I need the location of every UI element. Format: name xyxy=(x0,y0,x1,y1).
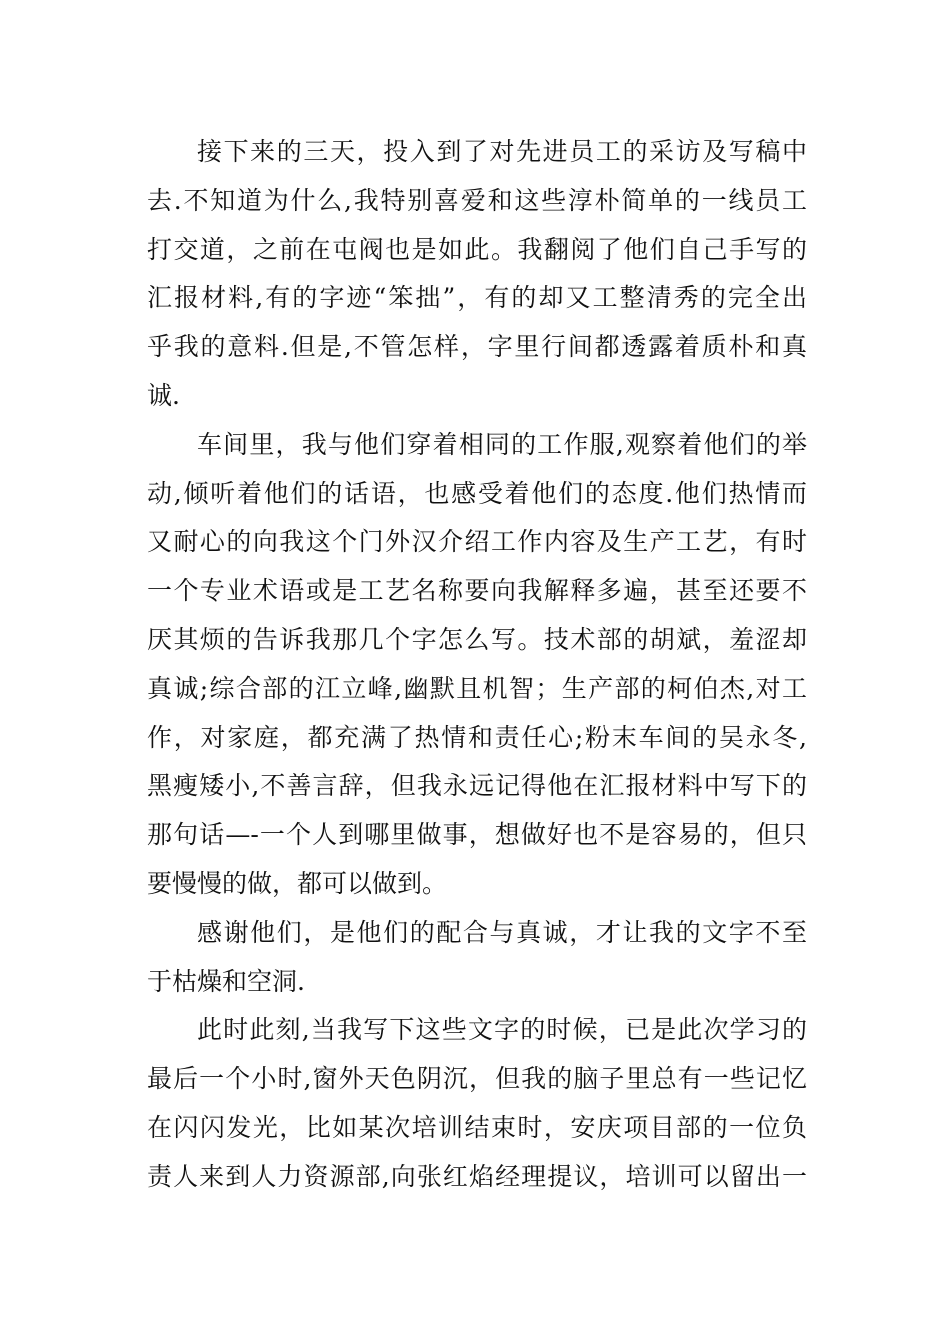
paragraph-2 xyxy=(147,421,807,909)
text-line: 此时此刻,当我写下这些文字的时候，已是此次学习的 xyxy=(197,1015,807,1045)
text-line: 动,倾听着他们的话语，也感受着他们的态度.他们热情而 xyxy=(147,478,807,508)
text-line: 感谢他们，是他们的配合与真诚，才让我的文字不至 xyxy=(197,917,807,947)
text-line: 黑瘦矮小,不善言辞，但我永远记得他在汇报材料中写下的 xyxy=(147,771,807,801)
text-line: 一个专业术语或是工艺名称要向我解释多遍，甚至还要不 xyxy=(147,576,807,606)
text-line: 要慢慢的做，都可以做到。 xyxy=(147,868,448,898)
text-line: 在闪闪发光，比如某次培训结束时，安庆项目部的一位负 xyxy=(147,1112,807,1142)
article-body xyxy=(147,128,807,1202)
text-line: 作，对家庭，都充满了热情和责任心;粉末车间的吴永冬, xyxy=(147,722,807,752)
paragraph-3 xyxy=(147,909,807,1007)
text-line: 厌其烦的告诉我那几个字怎么写。技术部的胡斌，羞涩却 xyxy=(147,624,807,654)
text-line: 车间里，我与他们穿着相同的工作服,观察着他们的举 xyxy=(197,429,807,459)
text-line: 于枯燥和空洞. xyxy=(147,966,305,996)
text-line: 去.不知道为什么,我特别喜爱和这些淳朴简单的一线员工 xyxy=(147,185,807,215)
text-line: 那句话—-一个人到哪里做事，想做好也不是容易的，但只 xyxy=(147,820,807,850)
text-line: 真诚;综合部的江立峰,幽默且机智；生产部的柯伯杰,对工 xyxy=(147,673,807,703)
paragraph-4 xyxy=(147,1006,807,1201)
text-line: 责人来到人力资源部,向张红焰经理提议，培训可以留出一 xyxy=(147,1161,807,1191)
paragraph-1 xyxy=(147,128,807,421)
text-line: 诚. xyxy=(147,380,180,410)
text-line: 乎我的意料.但是,不管怎样，字里行间都透露着质朴和真 xyxy=(147,332,807,362)
text-line: 打交道，之前在屯阀也是如此。我翻阅了他们自己手写的 xyxy=(147,234,807,264)
text-line: 最后一个小时,窗外天色阴沉，但我的脑子里总有一些记忆 xyxy=(147,1064,807,1094)
text-line: 又耐心的向我这个门外汉介绍工作内容及生产工艺，有时 xyxy=(147,527,807,557)
text-line: 汇报材料,有的字迹“笨拙”，有的却又工整清秀的完全出 xyxy=(147,283,807,313)
text-line: 接下来的三天，投入到了对先进员工的采访及写稿中 xyxy=(197,137,807,166)
